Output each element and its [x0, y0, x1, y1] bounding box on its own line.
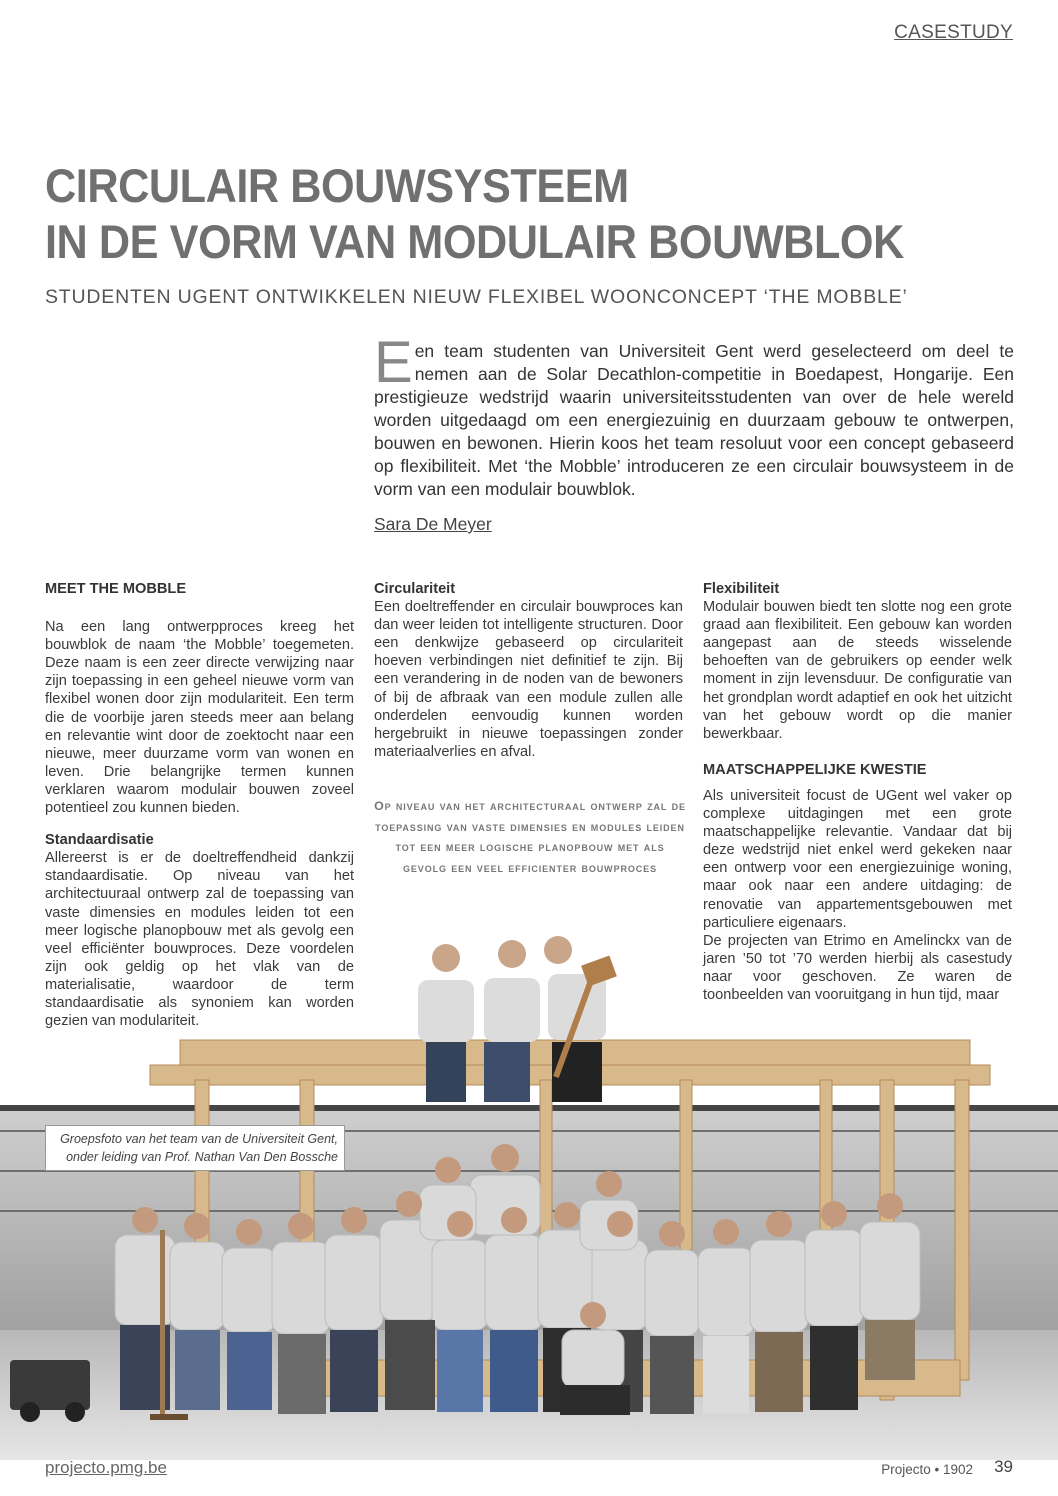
intro-paragraph [374, 330, 1014, 501]
section-heading-flexibiliteit: Flexibiliteit [703, 581, 780, 597]
section-heading-circulariteit: Circulariteit [374, 581, 456, 597]
drop-cap: E [374, 330, 413, 395]
paragraph-circulariteit: Een doeltreffender en circulair bouwproces kan dan weer leiden tot intelligente structuren. Door een denkwijze gebaseerd op circulariteit hoeven verbindingen niet definitief te zijn. Bij een verandering in de noden van de bewoners of bij de afbraak van een module zullen alle onderdelen eenvoudig kunnen worden hergebruikt in nieuwe toepassingen zonder materiaalverlies en afval. [374, 599, 683, 760]
paragraph-standaardisatie: Allereerst is er de doeltreffendheid dankzij standaardisatie. Op niveau van het architectuuraal ontwerp zal de toepassing van vaste dimensies en modules leiden tot een meer logische planopbouw met als gevolg een veel efficiënter bouwproces. Deze voordelen zijn ook geldig op het vlak van de materialisatie, waardoor de term standaardisatie als synoniem kan worden gezien van modulariteit. [45, 850, 354, 1030]
intro-text: en team studenten van Universiteit Gent werd geselecteerd om deel te nemen aan de Solar Decathlon-competitie in Boedapest, Hongarije. Een prestigieuze wedstrijd waarin universiteitsstudenten van over de hele wereld worden uitgedaagd om een energiezuinig en duurzaam gebouw te ontwerpen, bouwen en bewonen. Hierin koos het team resoluut voor een concept gebaseerd op flexibiliteit. Met ‘the Mobble’ introduceren ze een circulair bouwsysteem in de vorm van een modulair bouwblok. [374, 341, 1014, 499]
section-heading-maatschappelijk: MAATSCHAPPELIJKE KWESTIE [703, 761, 927, 778]
title-line-1: CIRCULAIR BOUWSYSTEEM [45, 159, 629, 212]
author-byline: Sara De Meyer [374, 514, 492, 534]
section-heading-meet: MEET THE MOBBLE [45, 581, 187, 597]
group-photo-illustration [0, 930, 1058, 1460]
section-label: CASESTUDY [894, 22, 1013, 43]
section-heading-standaardisatie: Standaardisatie [45, 832, 154, 849]
footer-website-link[interactable]: projecto.pmg.be [45, 1458, 167, 1477]
photo-caption: Groepsfoto van het team van de Universiteit Gent, onder leiding van Prof. Nathan Van Den Bossche [45, 1125, 345, 1171]
pull-quote: Op niveau van het architecturaal ontwerp zal de toepassing van vaste dimensies en modules leiden tot een meer logische planopbouw met als gevolg een veel efficienter bouwproces [374, 799, 686, 875]
paragraph-meet: Na een lang ontwerpproces kreeg het bouwblok de naam ‘the Mobble’ toegemeten. Deze naam is een zeer directe verwijzing naar zijn toepassing in een geheel nieuwe vorm van flexibel wonen door zijn modulariteit. Een term die de voorbije jaren steeds meer aan belang en relevantie wint door de zoektocht naar een nieuwe, meer duurzame vorm van wonen en leven. Drie belangrijke termen kunnen verklaren waarom modulair bouwen zoveel potentieel zou kunnen bieden. [45, 619, 354, 817]
paragraph-flexibiliteit: Modulair bouwen biedt ten slotte nog een grote graad aan flexibiliteit. Een gebouw kan worden aangepast aan de steeds wisselende behoeften van de gebruikers op eender welk moment in zijn levensduur. De configuratie van het grondplan wordt adaptief en ook het uitzicht van het gebouw wordt op die manier bewerkbaar. [703, 599, 1012, 742]
title-line-2: IN DE VORM VAN MODULAIR BOUWBLOK [45, 215, 904, 268]
paragraph-maatschappelijk: Als universiteit focust de UGent wel vaker op complexe uitdagingen met een grote maatschappelijke relevantie. Vandaar dat bij deze wedstrijd niet enkel werd gekeken naar een ontwerp voor een energiezuinige woning, maar ook naar een andere uitdaging: de renovatie van appartementsgebouwen met particuliere eigenaars. [703, 787, 1012, 931]
footer-issue: Projecto • 1902 [881, 1462, 973, 1477]
group-photo [0, 930, 1058, 1460]
article-subtitle: STUDENTEN UGENT ONTWIKKELEN NIEUW FLEXIBEL WOONCONCEPT ‘THE MOBBLE’ [45, 286, 908, 308]
article-title [45, 158, 947, 270]
page-number: 39 [994, 1457, 1013, 1476]
paragraph-projecten: De projecten van Etrimo en Amelinckx van de jaren ’50 tot ’70 werden hierbij als casestudy naar voor geschoven. Ze waren de toonbeelden van vooruitgang in hun tijd, maar [703, 932, 1012, 1003]
text-column-2 [374, 580, 683, 761]
